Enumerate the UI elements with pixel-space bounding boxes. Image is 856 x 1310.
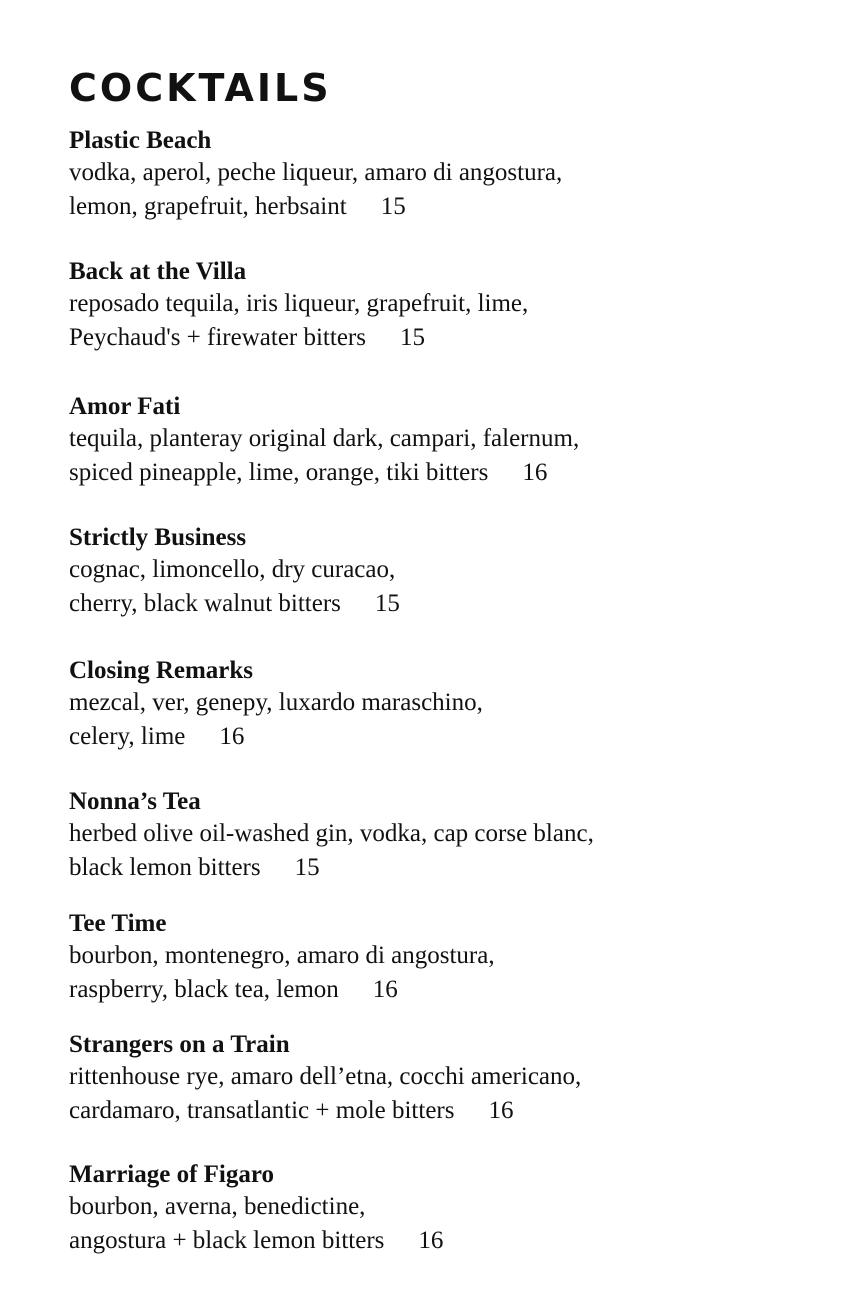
menu-item	[69, 126, 829, 224]
item-ingredients-text: spiced pineapple, lime, orange, tiki bitters	[69, 459, 489, 486]
item-ingredients-line: rittenhouse rye, amaro dell’etna, cocchi americano,	[69, 1063, 582, 1090]
item-ingredients-text: black lemon bitters	[69, 854, 261, 881]
item-ingredients-line: cognac, limoncello, dry curacao,	[69, 556, 396, 583]
item-ingredients-line-2	[69, 851, 829, 885]
item-ingredients-line: herbed olive oil-washed gin, vodka, cap corse blanc,	[69, 820, 594, 847]
cocktail-menu	[69, 64, 829, 1254]
section-title: COCKTAILS	[69, 66, 332, 110]
menu-item	[69, 1030, 829, 1128]
item-name: Strangers on a Train	[69, 1031, 290, 1058]
menu-item	[69, 1160, 829, 1258]
menu-item	[69, 392, 829, 490]
menu-item	[69, 523, 829, 621]
item-ingredients-line-2	[69, 321, 829, 355]
item-description	[69, 686, 829, 754]
item-ingredients-line: bourbon, montenegro, amaro di angostura,	[69, 942, 495, 969]
item-ingredients-line-2	[69, 720, 829, 754]
menu-item	[69, 787, 829, 885]
item-ingredients-line-2	[69, 1224, 829, 1258]
item-price: 16	[372, 976, 398, 1003]
menu-item	[69, 909, 829, 1007]
item-ingredients-text: cherry, black walnut bitters	[69, 590, 341, 617]
item-name: Amor Fati	[69, 393, 181, 420]
item-price: 15	[380, 193, 406, 220]
item-ingredients-text: raspberry, black tea, lemon	[69, 976, 339, 1003]
item-price: 16	[219, 723, 245, 750]
item-ingredients-line-2	[69, 973, 829, 1007]
item-price: 15	[294, 854, 320, 881]
item-ingredients-line: vodka, aperol, peche liqueur, amaro di angostura,	[69, 159, 563, 186]
item-ingredients-text: lemon, grapefruit, herbsaint	[69, 193, 347, 220]
item-price: 16	[488, 1097, 514, 1124]
item-name: Closing Remarks	[69, 657, 254, 684]
item-description	[69, 817, 829, 885]
item-ingredients-text: celery, lime	[69, 723, 186, 750]
item-name: Strictly Business	[69, 524, 247, 551]
item-description	[69, 1060, 829, 1128]
item-price: 15	[374, 590, 400, 617]
item-ingredients-line-2	[69, 456, 829, 490]
menu-item	[69, 257, 829, 355]
item-ingredients-text: angostura + black lemon bitters	[69, 1227, 385, 1254]
item-name: Marriage of Figaro	[69, 1161, 275, 1188]
item-description	[69, 156, 829, 224]
item-ingredients-line-2	[69, 587, 829, 621]
item-name: Plastic Beach	[69, 127, 212, 154]
item-price: 16	[418, 1227, 444, 1254]
item-description	[69, 939, 829, 1007]
item-ingredients-line: tequila, planteray original dark, campari, falernum,	[69, 425, 580, 452]
item-price: 16	[522, 459, 548, 486]
item-ingredients-text: cardamaro, transatlantic + mole bitters	[69, 1097, 455, 1124]
item-ingredients-line: mezcal, ver, genepy, luxardo maraschino,	[69, 689, 483, 716]
menu-item	[69, 656, 829, 754]
item-ingredients-line-2	[69, 190, 829, 224]
item-name: Tee Time	[69, 910, 167, 937]
item-ingredients-text: Peychaud's + firewater bitters	[69, 324, 366, 351]
item-price: 15	[399, 324, 425, 351]
item-description	[69, 422, 829, 490]
item-ingredients-line: bourbon, averna, benedictine,	[69, 1193, 366, 1220]
item-ingredients-line-2	[69, 1094, 829, 1128]
item-name: Back at the Villa	[69, 258, 247, 285]
item-name: Nonna’s Tea	[69, 788, 201, 815]
item-description	[69, 1190, 829, 1258]
item-ingredients-line: reposado tequila, iris liqueur, grapefruit, lime,	[69, 290, 529, 317]
item-description	[69, 287, 829, 355]
item-description	[69, 553, 829, 621]
